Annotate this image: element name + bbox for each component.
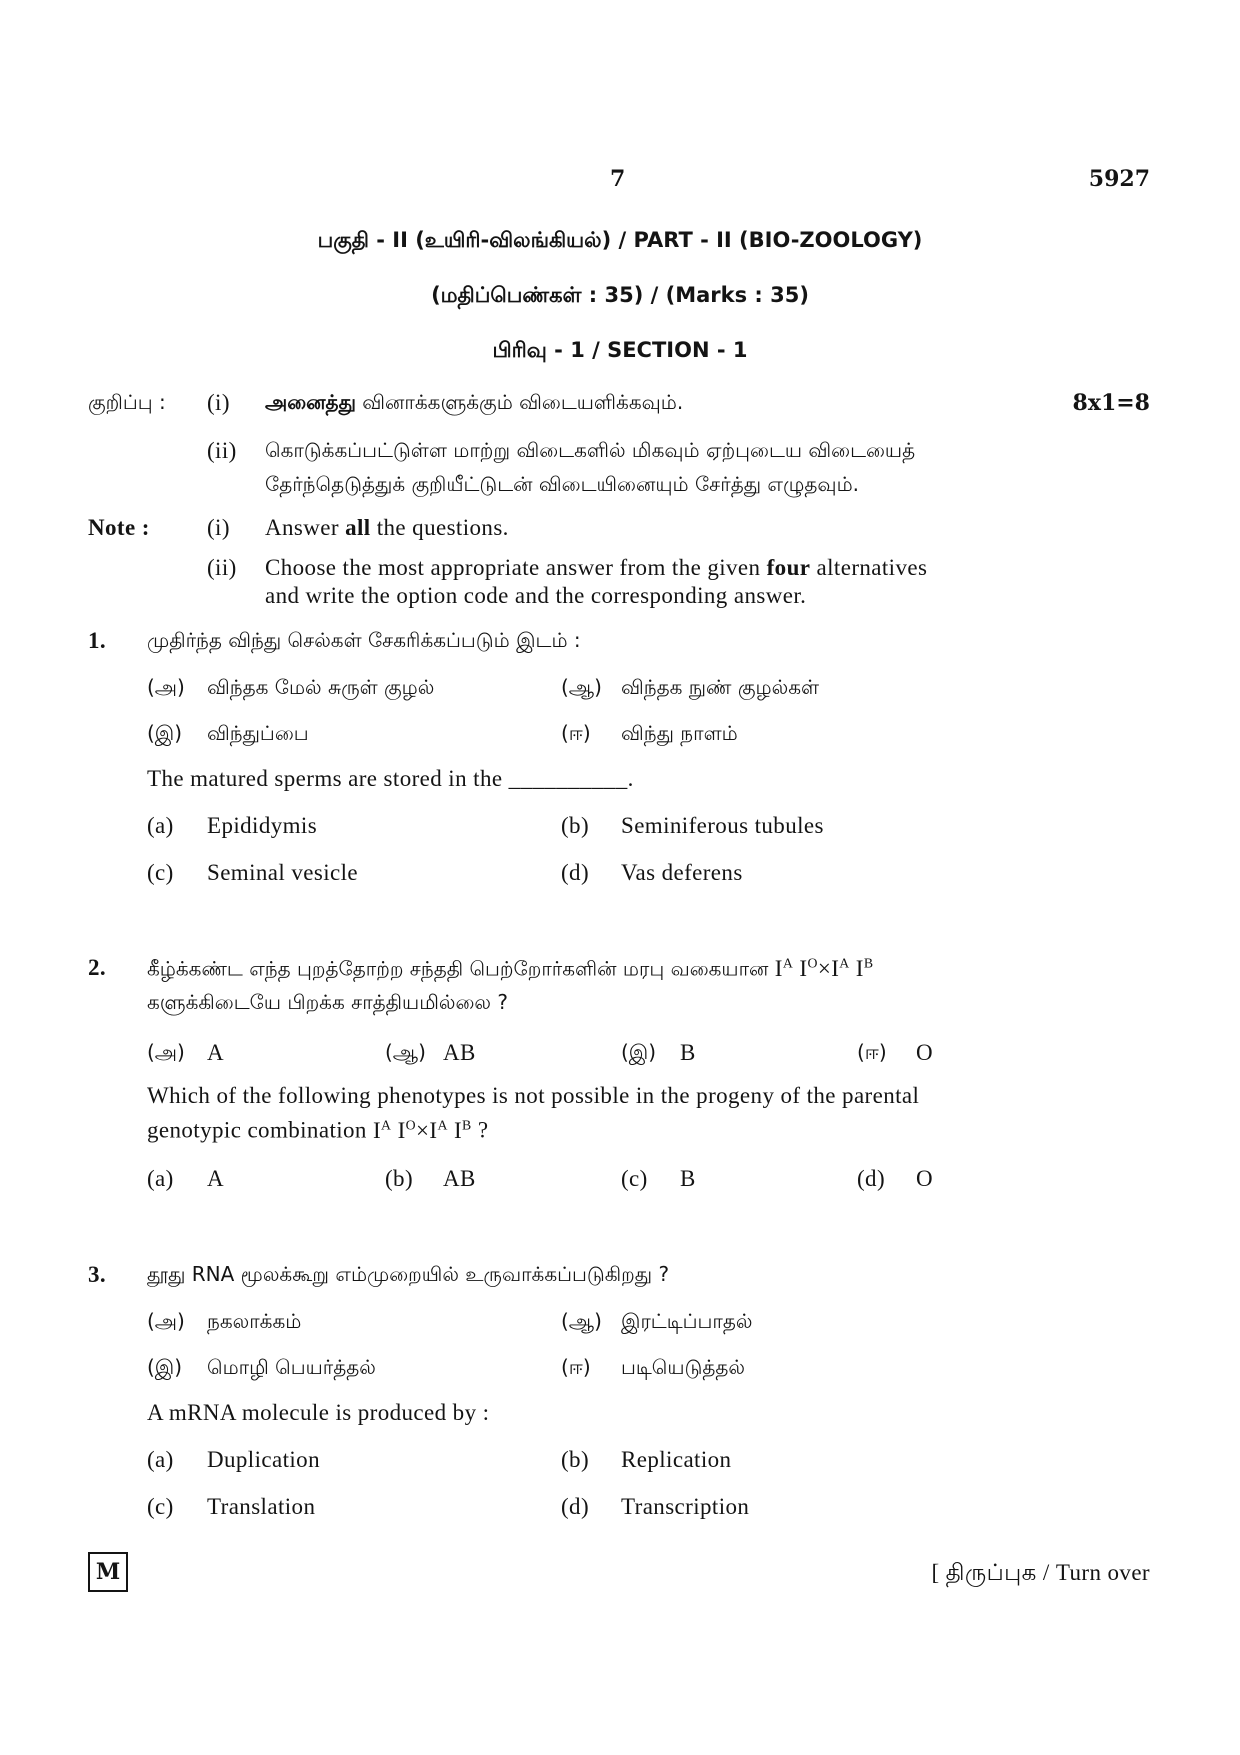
q2-en-option-text: O bbox=[916, 1166, 934, 1191]
q1-en-option-text: Seminal vesicle bbox=[207, 860, 358, 885]
q3-ta-option-text: படியெடுத்தல் bbox=[621, 1355, 746, 1379]
q3-en-option-text: Translation bbox=[207, 1494, 316, 1519]
q2-en-option-text: AB bbox=[443, 1166, 476, 1191]
q2-ta-option-text: B bbox=[680, 1040, 696, 1065]
q1-en-option-text: Seminiferous tubules bbox=[621, 813, 824, 838]
note-en-ii-post: alternatives bbox=[810, 555, 928, 580]
q3-ta-option-text: மொழி பெயர்த்தல் bbox=[207, 1355, 376, 1379]
question-number: 2. bbox=[88, 955, 107, 980]
q3-ta-option-code: (இ) bbox=[147, 1355, 183, 1379]
genotype-cross: $I^A$ $I^O\times I^A$ $I^B$ bbox=[774, 955, 874, 981]
note-en-i-pre: Answer bbox=[265, 515, 346, 540]
note-ta-ii-number: (ii) bbox=[207, 438, 237, 463]
q2-ta-option-code: (ஈ) bbox=[857, 1040, 887, 1064]
q3-en-option-code: (a) bbox=[147, 1447, 174, 1472]
q2-ta-option-text: O bbox=[916, 1040, 934, 1065]
question-1-en: The matured sperms are stored in the __________. bbox=[147, 766, 634, 791]
q3-en-option-text: Transcription bbox=[621, 1494, 750, 1519]
q1-ta-option-code: (அ) bbox=[147, 675, 185, 699]
note-en-i-number: (i) bbox=[207, 515, 230, 540]
question-number: 1. bbox=[88, 628, 107, 653]
note-en-i-post: the questions. bbox=[370, 515, 509, 540]
q3-en-option-code: (b) bbox=[561, 1447, 590, 1472]
q2-ta-option-text: AB bbox=[443, 1040, 476, 1065]
question-2-en-line1: Which of the following phenotypes is not possible in the progeny of the parental bbox=[147, 1083, 920, 1108]
q1-ta-option-text: விந்தக மேல் சுருள் குழல் bbox=[207, 675, 435, 699]
question-1-ta: முதிர்ந்த விந்து செல்கள் சேகரிக்கப்படும் இடம் : bbox=[147, 628, 581, 652]
q2-en-option-text: A bbox=[207, 1166, 225, 1191]
note-label-ta: குறிப்பு : bbox=[88, 390, 166, 414]
question-3-ta: தூது RNA மூலக்கூறு எம்முறையில் உருவாக்கப்படுகிறது ? bbox=[147, 1262, 670, 1286]
q1-ta-option-text: விந்து நாளம் bbox=[621, 721, 738, 745]
q2-en-option-code: (a) bbox=[147, 1166, 174, 1191]
page-number: 7 bbox=[610, 166, 626, 192]
q1-en-option-code: (c) bbox=[147, 860, 174, 885]
paper-code: 5927 bbox=[1088, 166, 1150, 192]
question-2-en-line2: genotypic combination $I^A$ $I^O\times I^A$ $I^B$ ? bbox=[147, 1117, 489, 1143]
q3-en-option-text: Duplication bbox=[207, 1447, 320, 1472]
q1-ta-option-code: (இ) bbox=[147, 721, 183, 745]
note-en-ii-line2: and write the option code and the corresponding answer. bbox=[265, 583, 807, 608]
turn-over-note: [ திருப்புக / Turn over bbox=[931, 1560, 1150, 1585]
note-ta-i-number: (i) bbox=[207, 390, 230, 415]
note-en-i-bold: all bbox=[345, 515, 371, 540]
marks-line: (மதிப்பெண்கள் : 35) / (Marks : 35) bbox=[431, 283, 809, 307]
q1-ta-option-text: விந்தக நுண் குழல்கள் bbox=[621, 675, 820, 699]
note-label-en: Note : bbox=[88, 515, 150, 540]
q1-ta-option-code: (ஈ) bbox=[561, 721, 591, 745]
q3-ta-option-code: (ஈ) bbox=[561, 1355, 591, 1379]
q2-en-option-code: (b) bbox=[385, 1166, 414, 1191]
note-en-ii-number: (ii) bbox=[207, 555, 237, 580]
q1-ta-option-text: விந்துப்பை bbox=[207, 721, 309, 745]
medium-mark-box: M bbox=[88, 1552, 128, 1592]
note-ta-ii-line1: கொடுக்கப்பட்டுள்ள மாற்று விடைகளில் மிகவும் ஏற்புடைய விடையைத் bbox=[265, 438, 916, 462]
q3-ta-option-code: (அ) bbox=[147, 1309, 185, 1333]
q3-ta-option-text: நகலாக்கம் bbox=[207, 1309, 302, 1333]
q2-en-option-text: B bbox=[680, 1166, 696, 1191]
part-title: பகுதி - II (உயிரி-விலங்கியல்) / PART - II (BIO-ZOOLOGY) bbox=[317, 228, 923, 252]
question-3-en: A mRNA molecule is produced by : bbox=[147, 1400, 490, 1425]
q3-en-option-text: Replication bbox=[621, 1447, 732, 1472]
note-ta-i-bold: அனைத்து bbox=[265, 390, 356, 414]
genotype-cross: $I^A$ $I^O\times I^A$ $I^B$ bbox=[372, 1117, 472, 1143]
q3-en-option-code: (c) bbox=[147, 1494, 174, 1519]
question-2-ta-text: கீழ்க்கண்ட எந்த புறத்தோற்ற சந்ததி பெற்றோர்களின் மரபு வகையான bbox=[147, 956, 769, 981]
q1-ta-option-code: (ஆ) bbox=[561, 675, 602, 699]
note-en-ii-pre: Choose the most appropriate answer from the given bbox=[265, 555, 767, 580]
q2-ta-option-text: A bbox=[207, 1040, 225, 1065]
question-2-ta-line1 bbox=[147, 955, 873, 984]
question-2-ta-line2: களுக்கிடையே பிறக்க சாத்தியமில்லை ? bbox=[147, 990, 508, 1014]
note-ta-i bbox=[265, 390, 683, 417]
note-en-ii-line1 bbox=[265, 555, 927, 581]
q1-en-option-text: Epididymis bbox=[207, 813, 318, 838]
q2-en-option-code: (d) bbox=[857, 1166, 886, 1191]
note-en-ii-bold: four bbox=[766, 555, 811, 580]
section-line: பிரிவு - 1 / SECTION - 1 bbox=[492, 338, 748, 362]
q3-ta-option-code: (ஆ) bbox=[561, 1309, 602, 1333]
q3-ta-option-text: இரட்டிப்பாதல் bbox=[621, 1309, 753, 1333]
q2-ta-option-code: (ஆ) bbox=[385, 1040, 426, 1064]
note-en-i bbox=[265, 515, 509, 541]
q3-en-option-code: (d) bbox=[561, 1494, 590, 1519]
question-number: 3. bbox=[88, 1262, 107, 1287]
marks-scheme: 8x1=8 bbox=[1072, 390, 1150, 416]
q2-en-option-code: (c) bbox=[621, 1166, 648, 1191]
q2-ta-option-code: (இ) bbox=[621, 1040, 657, 1064]
q1-en-option-code: (d) bbox=[561, 860, 590, 885]
note-ta-i-rest: வினாக்களுக்கும் விடையளிக்கவும். bbox=[362, 390, 684, 414]
q1-en-option-code: (a) bbox=[147, 813, 174, 838]
note-ta-ii-line2: தேர்ந்தெடுத்துக் குறியீட்டுடன் விடையினையும் சேர்த்து எழுதவும். bbox=[265, 472, 860, 496]
q1-en-option-text: Vas deferens bbox=[621, 860, 743, 885]
q1-en-option-code: (b) bbox=[561, 813, 590, 838]
q2-ta-option-code: (அ) bbox=[147, 1040, 185, 1064]
